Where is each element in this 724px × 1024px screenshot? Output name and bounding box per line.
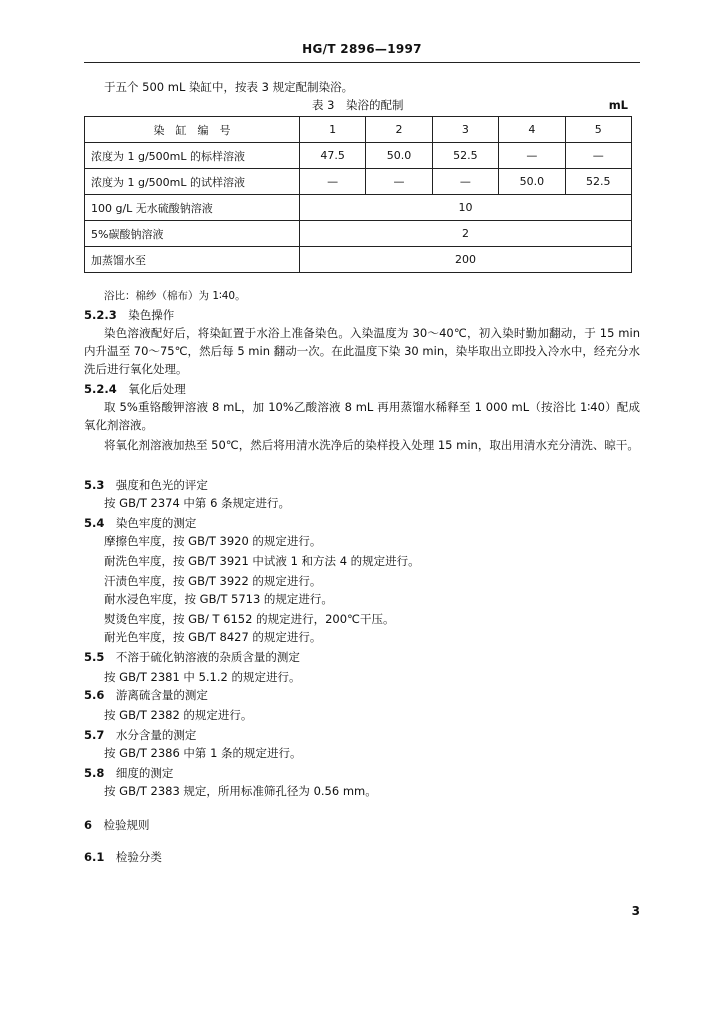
section-5-3 [84, 476, 208, 494]
section-title: 染色牢度的测定 [115, 516, 197, 530]
section-number: 5.7 [84, 728, 105, 742]
table-cell: — [366, 169, 432, 195]
header-rule [84, 62, 640, 63]
paragraph-5-6: 按 GB/T 2382 的规定进行。 [104, 708, 253, 722]
list-item: 耐光色牢度，按 GB/T 8427 的规定进行。 [104, 630, 322, 644]
list-item: 熨烫色牢度，按 GB/ T 6152 的规定进行，200℃干压。 [104, 612, 395, 626]
section-number: 6.1 [84, 850, 105, 864]
table-caption: 表 3 染浴的配制 [312, 98, 404, 112]
row-label: 加蒸馏水至 [85, 247, 300, 273]
table-cell: 52.5 [565, 169, 631, 195]
col-1: 1 [299, 117, 365, 143]
section-number: 5.5 [84, 650, 105, 664]
section-number: 5.6 [84, 688, 105, 702]
merged-cell: 200 [299, 247, 631, 273]
section-5-8 [84, 764, 173, 782]
table-header-row [85, 117, 632, 143]
col-4: 4 [499, 117, 565, 143]
table-cell: — [499, 143, 565, 169]
table-row [85, 247, 632, 273]
paragraph-5-5: 按 GB/T 2381 中 5.1.2 的规定进行。 [104, 670, 301, 684]
section-number: 5.8 [84, 766, 105, 780]
table-cell: 50.0 [499, 169, 565, 195]
page-number: 3 [631, 904, 640, 918]
table-cell: — [432, 169, 498, 195]
merged-cell: 10 [299, 195, 631, 221]
section-number: 5.4 [84, 516, 105, 530]
list-item: 汗渍色牢度，按 GB/T 3922 的规定进行。 [104, 574, 322, 588]
paragraph-5-8: 按 GB/T 2383 规定，所用标准筛孔径为 0.56 mm。 [104, 784, 377, 798]
section-5-4 [84, 514, 196, 532]
section-5-2-4 [84, 380, 186, 398]
table-row [85, 195, 632, 221]
col-3: 3 [432, 117, 498, 143]
row-label: 100 g/L 无水硫酸钠溶液 [85, 195, 300, 221]
row-label: 5%碳酸钠溶液 [85, 221, 300, 247]
paragraph-5-2-4-b: 将氧化剂溶液加热至 50℃，然后将用清水洗净后的染样投入处理 15 min，取出用清水充分清洗、晾干。 [104, 438, 639, 452]
table-cell: 52.5 [432, 143, 498, 169]
section-5-2-3 [84, 306, 174, 324]
table-note: 浴比：棉纱（棉布）为 1∶40。 [104, 290, 246, 302]
section-6 [84, 816, 150, 834]
standard-code-header: HG/T 2896—1997 [302, 42, 422, 56]
section-5-5 [84, 648, 300, 666]
intro-line: 于五个 500 mL 染缸中，按表 3 规定配制染浴。 [104, 80, 354, 94]
list-item: 耐水浸色牢度，按 GB/T 5713 的规定进行。 [104, 592, 333, 606]
table-row [85, 143, 632, 169]
paragraph-5-2-4-a: 取 5%重铬酸钾溶液 8 mL，加 10%乙酸溶液 8 mL 再用蒸馏水稀释至 1 000 mL（按浴比 1∶40）配成氧化剂溶液。 [84, 400, 640, 432]
table-cell: 50.0 [366, 143, 432, 169]
section-title: 检验规则 [103, 818, 150, 832]
section-number: 5.3 [84, 478, 105, 492]
section-title: 检验分类 [115, 850, 162, 864]
section-title: 氧化后处理 [128, 382, 186, 396]
col-5: 5 [565, 117, 631, 143]
section-5-6 [84, 686, 208, 704]
col-2: 2 [366, 117, 432, 143]
dye-bath-table [84, 116, 632, 273]
paragraph-5-7: 按 GB/T 2386 中第 1 条的规定进行。 [104, 746, 302, 760]
section-title: 强度和色光的评定 [115, 478, 208, 492]
table-cell: — [565, 143, 631, 169]
row-label: 浓度为 1 g/500mL 的标样溶液 [85, 143, 300, 169]
table-row [85, 221, 632, 247]
section-number: 5.2.4 [84, 382, 117, 396]
section-title: 染色操作 [128, 308, 175, 322]
row-label: 浓度为 1 g/500mL 的试样溶液 [85, 169, 300, 195]
section-number: 5.2.3 [84, 308, 117, 322]
section-title: 细度的测定 [115, 766, 174, 780]
paragraph-5-2-3: 染色溶液配好后，将染缸置于水浴上准备染色。入染温度为 30～40℃，初入染时勤加翻动，于 15 min 内升温至 70～75℃，然后每 5 min 翻动一次。在此温度下染 30 min，染毕取出立即投入冷水中，经充分水洗后进行氧化处理。 [84, 326, 640, 376]
list-item: 摩擦色牢度，按 GB/T 3920 的规定进行。 [104, 534, 322, 548]
table-cell: — [299, 169, 365, 195]
paragraph-5-3: 按 GB/T 2374 中第 6 条规定进行。 [104, 496, 291, 510]
table-cell: 47.5 [299, 143, 365, 169]
section-6-1 [84, 848, 162, 866]
merged-cell: 2 [299, 221, 631, 247]
table-row [85, 169, 632, 195]
list-item: 耐洗色牢度，按 GB/T 3921 中试液 1 和方法 4 的规定进行。 [104, 554, 420, 568]
table-unit: mL [608, 98, 628, 112]
section-number: 6 [84, 818, 93, 832]
section-5-7 [84, 726, 196, 744]
section-title: 不溶于硫化钠溶液的杂质含量的测定 [115, 650, 300, 664]
header-label: 染 缸 编 号 [85, 117, 300, 143]
section-title: 水分含量的测定 [115, 728, 197, 742]
section-title: 游离硫含量的测定 [115, 688, 208, 702]
